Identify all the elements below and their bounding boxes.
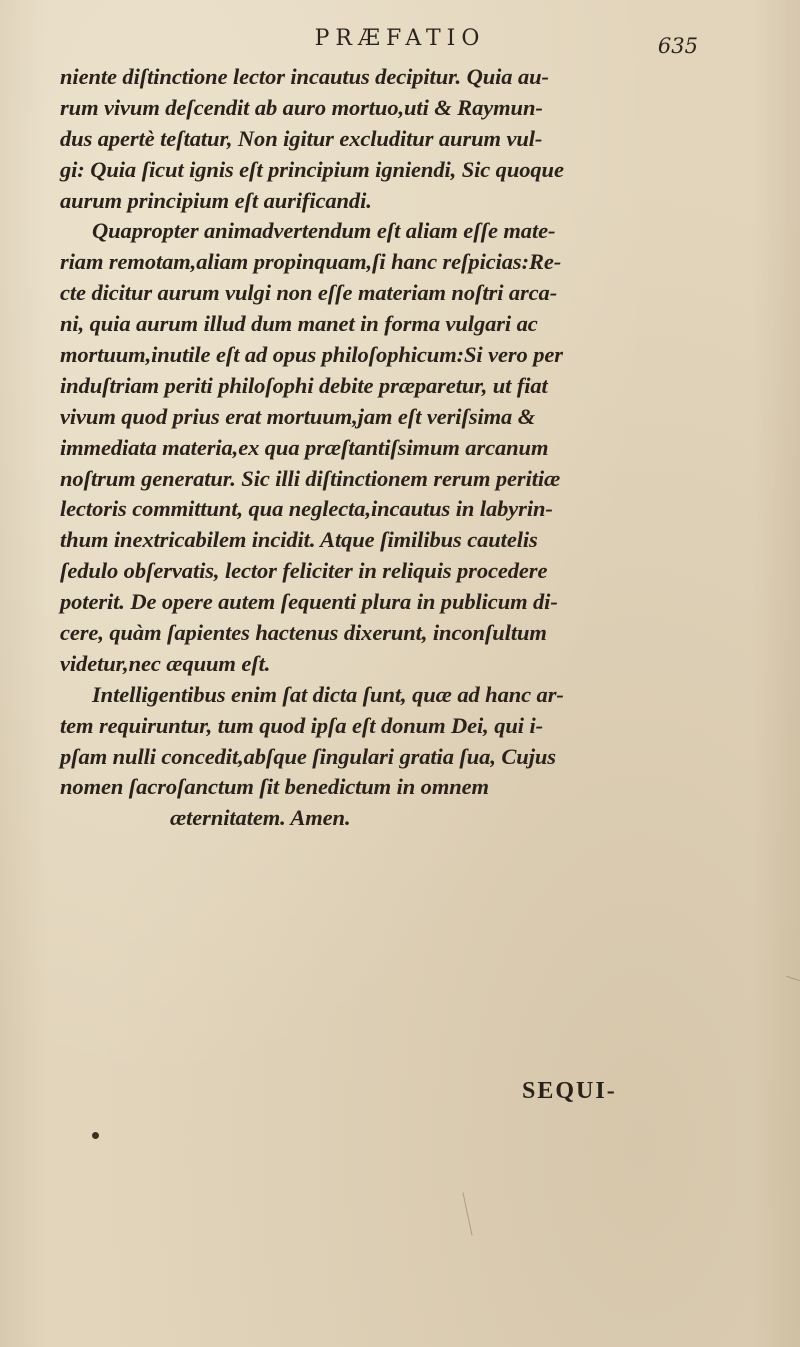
page-number: 635 xyxy=(657,34,698,58)
paragraph-start-line: Intelligentibus enim ſat dicta ſunt, quæ ad hanc ar- xyxy=(92,681,564,707)
text-line: immediata materia,ex qua præſtantiſsimum arcanum xyxy=(60,434,549,460)
text-line: cere, quàm ſapientes hactenus dixerunt, inconſultum xyxy=(60,620,547,646)
text-line: thum inextricabilem incidit. Atque ſimilibus cautelis xyxy=(60,527,538,553)
text-line: mortuum,inutile eſt ad opus philoſophicum:Si vero per xyxy=(60,342,563,368)
text-line: lectoris committunt, qua neglecta,incautus in labyrin- xyxy=(60,496,553,522)
text-line: nomen ſacroſanctum ſit benedictum in omnem xyxy=(60,774,489,800)
paper-crease-mark xyxy=(786,976,800,981)
text-line: poterit. De opere autem ſequenti plura in publicum di- xyxy=(60,589,558,615)
body-text xyxy=(60,62,710,834)
text-line: niente diſtinctione lector incautus decipitur. Quia au- xyxy=(60,64,549,89)
text-line: pſam nulli concedit,abſque ſingulari gratia ſua, Cujus xyxy=(60,743,556,769)
running-header-title: PRÆFATIO xyxy=(314,26,486,51)
text-line: ſedulo obſervatis, lector feliciter in reliquis procedere xyxy=(60,558,548,584)
closing-line: æternitatem. Amen. xyxy=(170,805,351,831)
paragraph-start-line: Quapropter animadvertendum eſt aliam eſſe mate- xyxy=(92,218,556,244)
text-line: riam remotam,aliam propinquam,ſi hanc reſpicias:Re- xyxy=(60,249,562,275)
text-line: ni, quia aurum illud dum manet in forma vulgari ac xyxy=(60,311,538,337)
text-line: tem requiruntur, tum quod ipſa eſt donum Dei, qui i- xyxy=(60,712,544,738)
paper-crease-mark xyxy=(462,1192,472,1235)
text-line: vivum quod prius erat mortuum,jam eſt veriſsima & xyxy=(60,403,536,429)
text-line: noſtrum generatur. Sic illi diſtinctionem rerum peritiæ xyxy=(60,465,561,491)
text-line: videtur,nec æquum eſt. xyxy=(60,650,271,676)
ink-dot xyxy=(92,1132,99,1139)
text-line: aurum principium eſt aurificandi. xyxy=(60,187,372,213)
text-line: gi: Quia ſicut ignis eſt principium igniendi, Sic quoque xyxy=(60,156,564,182)
text-line: induſtriam periti philoſophi debite præparetur, ut fiat xyxy=(60,372,548,398)
text-line: dus apertè teſtatur, Non igitur excluditur aurum vul- xyxy=(60,125,543,151)
catchword: SEQUI- xyxy=(522,1078,617,1104)
text-line: rum vivum deſcendit ab auro mortuo,uti & Raymun- xyxy=(60,94,543,120)
text-line: cte dicitur aurum vulgi non eſſe materiam noſtri arca- xyxy=(60,280,558,306)
